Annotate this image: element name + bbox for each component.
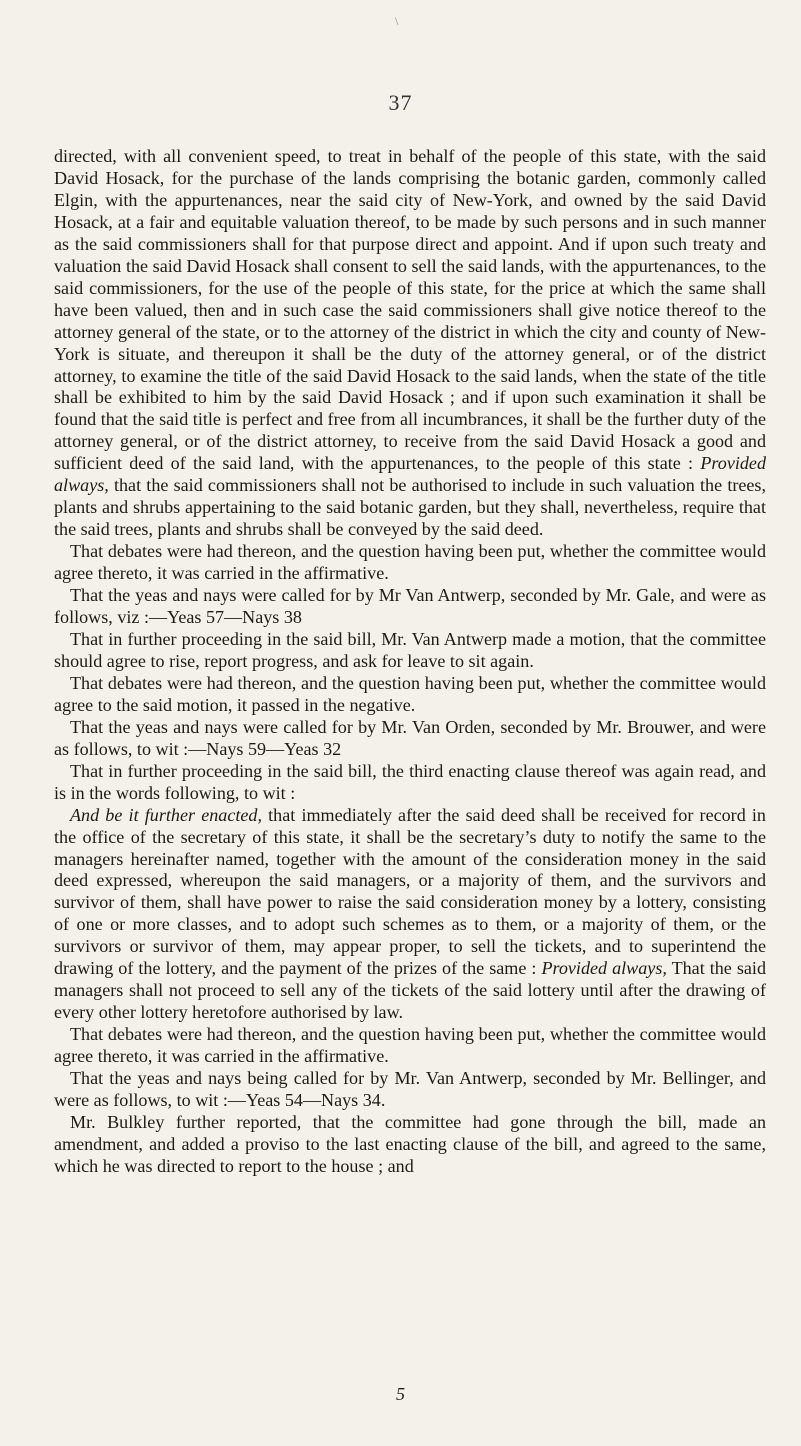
text-run: that immediately after the said deed shall be received for record in the office of the secretary of this state, it shall be the secretary’s duty to notify the same to the managers hereinafter named, together with the amount of the consideration money in the said deed expressed, whereupon the said managers, or a majority of them, and the survivors and survivor of them, shall have power to raise the said consideration money by a lottery, consisting of one or more classes, and to adopt such schemes as to them, or a majority of them, or the survivors or survivor of them, may appear proper, to sell the tickets, and to superintend the drawing of the lottery, and the payment of the prizes of the same :	[54, 804, 766, 979]
text-run: That debates were had thereon, and the question having been put, whether the committee would agree thereto, it was carried in the affirmative.	[54, 541, 766, 584]
page-body	[54, 146, 766, 1178]
text-run: That the yeas and nays being called for by Mr. Van Antwerp, seconded by Mr. Bellinger, and were as follows, to wit :—Yeas 54—Nays 34.	[54, 1068, 766, 1110]
text-run: That debates were had thereon, and the question having been put, whether the committee would agree to the said motion, it passed in the negative.	[54, 672, 766, 715]
paragraph	[54, 1024, 766, 1068]
paragraph	[54, 585, 766, 629]
page-number: 37	[388, 90, 413, 115]
paragraph	[54, 146, 766, 541]
italic-phrase: Provided always,	[54, 453, 766, 496]
text-run: That in further proceeding in the said bill, Mr. Van Antwerp made a motion, that the committee should agree to rise, report progress, and ask for leave to sit again.	[54, 628, 766, 671]
text-run: That the said managers shall not proceed to sell any of the tickets of the said lottery until after the drawing of every other lottery heretofore authorised by law.	[54, 958, 766, 1023]
paragraph	[54, 761, 766, 805]
text-run: That the yeas and nays were called for by Mr. Van Orden, seconded by Mr. Brouwer, and were as follows, to wit :—Nays 59—Yeas 32	[54, 716, 766, 759]
text-run: That in further proceeding in the said bill, the third enacting clause thereof was again read, and is in the words following, to wit :	[54, 760, 766, 803]
italic-phrase: And be it further enacted,	[70, 804, 262, 825]
italic-phrase: Provided always,	[541, 958, 667, 979]
paragraph	[54, 541, 766, 585]
text-run: That the yeas and nays were called for by Mr Van Antwerp, seconded by Mr. Gale, and were as follows, viz :—Yeas 57—Nays 38	[54, 585, 766, 628]
paragraph	[54, 1112, 766, 1178]
paragraph	[54, 673, 766, 717]
paragraph	[54, 805, 766, 1025]
text-run: that the said commissioners shall not be authorised to include in such valuation the trees, plants and shrubs appertaining to the said botanic garden, but they shall, nevertheless, require that the said trees, plants and shrubs shall be conveyed by the said deed.	[54, 475, 766, 540]
paragraph	[54, 717, 766, 761]
text-run: That debates were had thereon, and the question having been put, whether the committee would agree thereto, it was carried in the affirmative.	[54, 1024, 766, 1067]
paragraph	[54, 629, 766, 673]
signature-mark: 5	[396, 1384, 405, 1404]
paragraph	[54, 1068, 766, 1112]
text-run: Mr. Bulkley further reported, that the committee had gone through the bill, made an amendment, and added a proviso to the last enacting clause of the bill, and agreed to the same, which he was directed to report to the house ; and	[54, 1111, 766, 1176]
margin-mark: \	[395, 14, 399, 28]
text-run: directed, with all convenient speed, to treat in behalf of the people of this state, with the said David Hosack, for the purchase of the lands comprising the botanic garden, commonly called Elgin, with the appurtenances, near the said city of New-York, and owned by the said David Hosack, at a fair and equitable valuation thereof, to be made by such persons and in such manner as the said commissioners shall for that purpose direct and appoint. And if upon such treaty and valuation the said David Hosack shall consent to sell the said lands, with the appurtenances, to the said commissioners, for the use of the people of this state, for the price at which the same shall have been valued, then and in such case the said commissioners shall give notice thereof to the attorney general of the state, or to the attorney of the district in which the city and county of New-York is situate, and thereupon it shall be the duty of the attorney general, or of the district attorney, to examine the title of the said David Hosack to the said lands, when the state of the title shall be exhibited to him by the said David Hosack ; and if upon such examination it shall be found that the said title is perfect and free from all incumbrances, it shall be the further duty of the attorney general, or of the district attorney, to receive from the said David Hosack a good and sufficient deed of the said land, with the appurtenances, to the people of this state :	[54, 146, 766, 474]
